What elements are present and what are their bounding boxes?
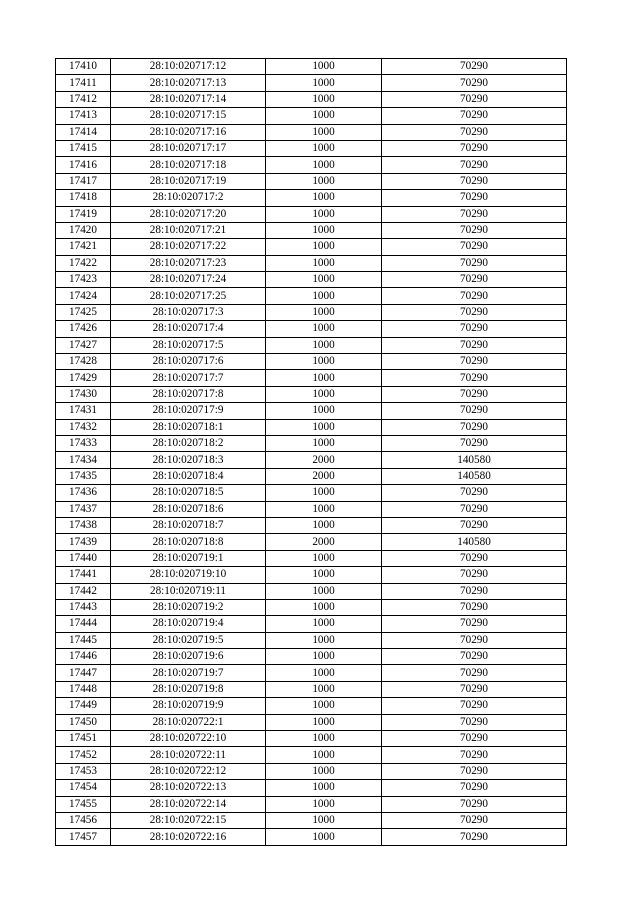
cadastral-number-cell: 28:10:020717:2 [111, 190, 266, 206]
table-row [56, 829, 567, 845]
cadastral-number-cell: 28:10:020718:1 [111, 419, 266, 435]
cadastral-number-cell: 28:10:020722:15 [111, 812, 266, 828]
table-row [56, 665, 567, 681]
area-cell: 1000 [266, 173, 382, 189]
cadastral-number-cell: 28:10:020717:21 [111, 222, 266, 238]
row-number-cell: 17434 [56, 452, 111, 468]
table-row [56, 763, 567, 779]
value-cell: 70290 [382, 108, 567, 124]
cadastral-number-cell: 28:10:020717:8 [111, 386, 266, 402]
area-cell: 1000 [266, 698, 382, 714]
row-number-cell: 17455 [56, 796, 111, 812]
cadastral-number-cell: 28:10:020717:5 [111, 337, 266, 353]
table-row [56, 304, 567, 320]
area-cell: 1000 [266, 681, 382, 697]
cadastral-number-cell: 28:10:020717:19 [111, 173, 266, 189]
table-row [56, 75, 567, 91]
value-cell: 70290 [382, 747, 567, 763]
cadastral-number-cell: 28:10:020722:14 [111, 796, 266, 812]
value-cell: 70290 [382, 91, 567, 107]
row-number-cell: 17430 [56, 386, 111, 402]
row-number-cell: 17432 [56, 419, 111, 435]
table-body [56, 59, 567, 846]
cadastral-number-cell: 28:10:020719:4 [111, 616, 266, 632]
table-row [56, 435, 567, 451]
table-row [56, 649, 567, 665]
value-cell: 70290 [382, 304, 567, 320]
cadastral-number-cell: 28:10:020717:7 [111, 370, 266, 386]
table-row [56, 599, 567, 615]
area-cell: 1000 [266, 304, 382, 320]
row-number-cell: 17428 [56, 354, 111, 370]
row-number-cell: 17435 [56, 468, 111, 484]
table-row [56, 698, 567, 714]
table-row [56, 255, 567, 271]
cadastral-number-cell: 28:10:020719:1 [111, 550, 266, 566]
area-cell: 1000 [266, 796, 382, 812]
row-number-cell: 17449 [56, 698, 111, 714]
area-cell: 1000 [266, 288, 382, 304]
area-cell: 1000 [266, 517, 382, 533]
cadastral-number-cell: 28:10:020717:25 [111, 288, 266, 304]
table-row [56, 140, 567, 156]
value-cell: 70290 [382, 517, 567, 533]
area-cell: 1000 [266, 386, 382, 402]
row-number-cell: 17443 [56, 599, 111, 615]
cadastral-number-cell: 28:10:020722:1 [111, 714, 266, 730]
row-number-cell: 17437 [56, 501, 111, 517]
row-number-cell: 17416 [56, 157, 111, 173]
area-cell: 1000 [266, 140, 382, 156]
value-cell: 70290 [382, 124, 567, 140]
area-cell: 1000 [266, 485, 382, 501]
area-cell: 1000 [266, 255, 382, 271]
cadastral-number-cell: 28:10:020718:4 [111, 468, 266, 484]
cadastral-number-cell: 28:10:020719:2 [111, 599, 266, 615]
table-row [56, 714, 567, 730]
area-cell: 1000 [266, 599, 382, 615]
row-number-cell: 17415 [56, 140, 111, 156]
value-cell: 70290 [382, 550, 567, 566]
area-cell: 2000 [266, 534, 382, 550]
row-number-cell: 17424 [56, 288, 111, 304]
table-row [56, 632, 567, 648]
row-number-cell: 17442 [56, 583, 111, 599]
value-cell: 70290 [382, 812, 567, 828]
table-row [56, 780, 567, 796]
row-number-cell: 17451 [56, 731, 111, 747]
area-cell: 1000 [266, 337, 382, 353]
area-cell: 1000 [266, 222, 382, 238]
area-cell: 1000 [266, 157, 382, 173]
area-cell: 1000 [266, 190, 382, 206]
row-number-cell: 17425 [56, 304, 111, 320]
row-number-cell: 17431 [56, 403, 111, 419]
value-cell: 70290 [382, 599, 567, 615]
cadastral-number-cell: 28:10:020717:14 [111, 91, 266, 107]
row-number-cell: 17426 [56, 321, 111, 337]
table-row [56, 812, 567, 828]
row-number-cell: 17446 [56, 649, 111, 665]
table-row [56, 288, 567, 304]
row-number-cell: 17438 [56, 517, 111, 533]
value-cell: 70290 [382, 419, 567, 435]
cadastral-number-cell: 28:10:020718:6 [111, 501, 266, 517]
value-cell: 70290 [382, 140, 567, 156]
cadastral-number-cell: 28:10:020719:8 [111, 681, 266, 697]
table-row [56, 517, 567, 533]
value-cell: 70290 [382, 698, 567, 714]
row-number-cell: 17419 [56, 206, 111, 222]
table-row [56, 485, 567, 501]
row-number-cell: 17450 [56, 714, 111, 730]
table-row [56, 403, 567, 419]
row-number-cell: 17412 [56, 91, 111, 107]
value-cell: 70290 [382, 206, 567, 222]
cadastral-number-cell: 28:10:020717:20 [111, 206, 266, 222]
table-row [56, 583, 567, 599]
value-cell: 70290 [382, 567, 567, 583]
value-cell: 70290 [382, 829, 567, 845]
value-cell: 70290 [382, 173, 567, 189]
table-row [56, 567, 567, 583]
table-row [56, 354, 567, 370]
table-row [56, 206, 567, 222]
area-cell: 1000 [266, 616, 382, 632]
cadastral-number-cell: 28:10:020719:6 [111, 649, 266, 665]
table-row [56, 222, 567, 238]
area-cell: 1000 [266, 550, 382, 566]
area-cell: 1000 [266, 731, 382, 747]
table-row [56, 108, 567, 124]
data-table [55, 58, 567, 846]
cadastral-number-cell: 28:10:020717:3 [111, 304, 266, 320]
value-cell: 70290 [382, 731, 567, 747]
value-cell: 70290 [382, 75, 567, 91]
row-number-cell: 17433 [56, 435, 111, 451]
row-number-cell: 17453 [56, 763, 111, 779]
value-cell: 70290 [382, 796, 567, 812]
table-row [56, 386, 567, 402]
table-row [56, 468, 567, 484]
area-cell: 1000 [266, 370, 382, 386]
value-cell: 70290 [382, 337, 567, 353]
row-number-cell: 17420 [56, 222, 111, 238]
value-cell: 70290 [382, 632, 567, 648]
cadastral-number-cell: 28:10:020719:5 [111, 632, 266, 648]
table-row [56, 731, 567, 747]
row-number-cell: 17411 [56, 75, 111, 91]
cadastral-number-cell: 28:10:020718:7 [111, 517, 266, 533]
area-cell: 2000 [266, 452, 382, 468]
row-number-cell: 17452 [56, 747, 111, 763]
area-cell: 1000 [266, 321, 382, 337]
table-row [56, 452, 567, 468]
value-cell: 70290 [382, 616, 567, 632]
area-cell: 1000 [266, 239, 382, 255]
area-cell: 1000 [266, 272, 382, 288]
row-number-cell: 17427 [56, 337, 111, 353]
area-cell: 1000 [266, 59, 382, 75]
row-number-cell: 17423 [56, 272, 111, 288]
area-cell: 1000 [266, 403, 382, 419]
cadastral-number-cell: 28:10:020717:6 [111, 354, 266, 370]
row-number-cell: 17439 [56, 534, 111, 550]
area-cell: 1000 [266, 108, 382, 124]
table-row [56, 796, 567, 812]
row-number-cell: 17448 [56, 681, 111, 697]
table-row [56, 272, 567, 288]
area-cell: 1000 [266, 91, 382, 107]
value-cell: 70290 [382, 288, 567, 304]
value-cell: 70290 [382, 485, 567, 501]
cadastral-number-cell: 28:10:020717:16 [111, 124, 266, 140]
table-row [56, 681, 567, 697]
row-number-cell: 17414 [56, 124, 111, 140]
table-row [56, 550, 567, 566]
cadastral-number-cell: 28:10:020718:3 [111, 452, 266, 468]
table-row [56, 59, 567, 75]
area-cell: 1000 [266, 747, 382, 763]
value-cell: 70290 [382, 354, 567, 370]
value-cell: 70290 [382, 714, 567, 730]
area-cell: 1000 [266, 435, 382, 451]
value-cell: 70290 [382, 386, 567, 402]
row-number-cell: 17445 [56, 632, 111, 648]
value-cell: 70290 [382, 190, 567, 206]
area-cell: 1000 [266, 354, 382, 370]
table-row [56, 534, 567, 550]
row-number-cell: 17421 [56, 239, 111, 255]
value-cell: 70290 [382, 239, 567, 255]
cadastral-number-cell: 28:10:020718:8 [111, 534, 266, 550]
row-number-cell: 17410 [56, 59, 111, 75]
value-cell: 70290 [382, 435, 567, 451]
value-cell: 70290 [382, 763, 567, 779]
area-cell: 1000 [266, 501, 382, 517]
row-number-cell: 17447 [56, 665, 111, 681]
table-row [56, 173, 567, 189]
value-cell: 70290 [382, 780, 567, 796]
row-number-cell: 17457 [56, 829, 111, 845]
table-row [56, 321, 567, 337]
table-row [56, 419, 567, 435]
row-number-cell: 17454 [56, 780, 111, 796]
area-cell: 2000 [266, 468, 382, 484]
table-row [56, 91, 567, 107]
value-cell: 70290 [382, 222, 567, 238]
area-cell: 1000 [266, 124, 382, 140]
area-cell: 1000 [266, 419, 382, 435]
cadastral-number-cell: 28:10:020717:23 [111, 255, 266, 271]
cadastral-number-cell: 28:10:020717:18 [111, 157, 266, 173]
area-cell: 1000 [266, 206, 382, 222]
table-row [56, 124, 567, 140]
cadastral-number-cell: 28:10:020718:2 [111, 435, 266, 451]
row-number-cell: 17422 [56, 255, 111, 271]
value-cell: 70290 [382, 681, 567, 697]
row-number-cell: 17456 [56, 812, 111, 828]
value-cell: 70290 [382, 501, 567, 517]
value-cell: 70290 [382, 370, 567, 386]
cadastral-number-cell: 28:10:020719:9 [111, 698, 266, 714]
value-cell: 70290 [382, 665, 567, 681]
table-row [56, 501, 567, 517]
row-number-cell: 17413 [56, 108, 111, 124]
table-row [56, 747, 567, 763]
cadastral-number-cell: 28:10:020722:12 [111, 763, 266, 779]
cadastral-number-cell: 28:10:020717:4 [111, 321, 266, 337]
area-cell: 1000 [266, 665, 382, 681]
value-cell: 70290 [382, 321, 567, 337]
area-cell: 1000 [266, 780, 382, 796]
table-row [56, 337, 567, 353]
table-row [56, 157, 567, 173]
row-number-cell: 17418 [56, 190, 111, 206]
cadastral-number-cell: 28:10:020722:11 [111, 747, 266, 763]
row-number-cell: 17444 [56, 616, 111, 632]
area-cell: 1000 [266, 567, 382, 583]
row-number-cell: 17417 [56, 173, 111, 189]
value-cell: 70290 [382, 649, 567, 665]
cadastral-number-cell: 28:10:020717:24 [111, 272, 266, 288]
cadastral-number-cell: 28:10:020717:9 [111, 403, 266, 419]
cadastral-number-cell: 28:10:020717:12 [111, 59, 266, 75]
area-cell: 1000 [266, 632, 382, 648]
value-cell: 70290 [382, 59, 567, 75]
area-cell: 1000 [266, 763, 382, 779]
cadastral-number-cell: 28:10:020719:7 [111, 665, 266, 681]
row-number-cell: 17429 [56, 370, 111, 386]
cadastral-number-cell: 28:10:020717:15 [111, 108, 266, 124]
value-cell: 70290 [382, 272, 567, 288]
table-row [56, 190, 567, 206]
value-cell: 70290 [382, 255, 567, 271]
area-cell: 1000 [266, 829, 382, 845]
cadastral-number-cell: 28:10:020717:22 [111, 239, 266, 255]
cadastral-number-cell: 28:10:020722:13 [111, 780, 266, 796]
cadastral-number-cell: 28:10:020717:17 [111, 140, 266, 156]
row-number-cell: 17436 [56, 485, 111, 501]
value-cell: 70290 [382, 403, 567, 419]
area-cell: 1000 [266, 649, 382, 665]
cadastral-number-cell: 28:10:020717:13 [111, 75, 266, 91]
area-cell: 1000 [266, 75, 382, 91]
value-cell: 70290 [382, 583, 567, 599]
area-cell: 1000 [266, 812, 382, 828]
value-cell: 140580 [382, 468, 567, 484]
area-cell: 1000 [266, 714, 382, 730]
table-row [56, 239, 567, 255]
cadastral-number-cell: 28:10:020719:10 [111, 567, 266, 583]
row-number-cell: 17441 [56, 567, 111, 583]
value-cell: 70290 [382, 157, 567, 173]
table-row [56, 370, 567, 386]
cadastral-number-cell: 28:10:020719:11 [111, 583, 266, 599]
value-cell: 140580 [382, 452, 567, 468]
row-number-cell: 17440 [56, 550, 111, 566]
table-row [56, 616, 567, 632]
cadastral-number-cell: 28:10:020722:16 [111, 829, 266, 845]
cadastral-number-cell: 28:10:020722:10 [111, 731, 266, 747]
area-cell: 1000 [266, 583, 382, 599]
value-cell: 140580 [382, 534, 567, 550]
cadastral-number-cell: 28:10:020718:5 [111, 485, 266, 501]
